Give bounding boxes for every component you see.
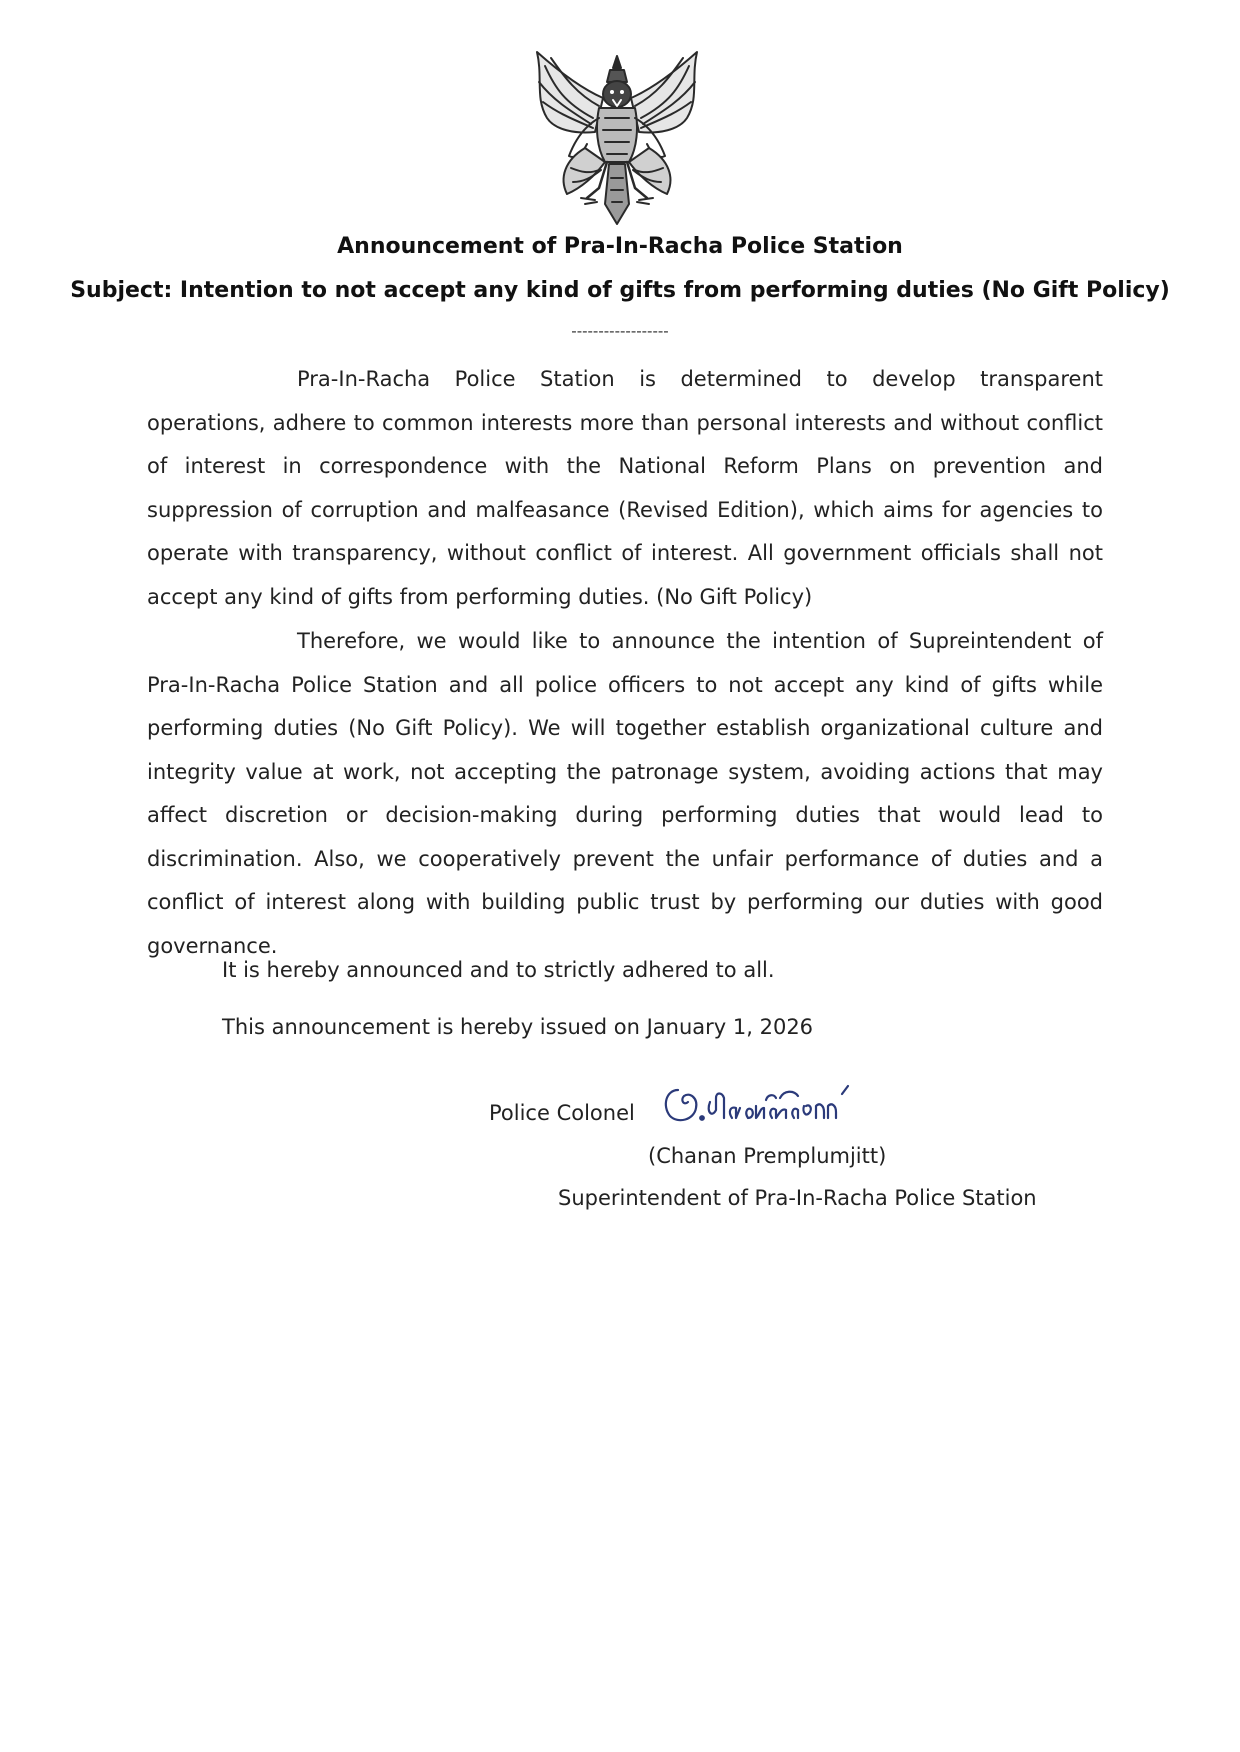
body-paragraph-2 [147,620,1103,968]
handwritten-signature [656,1072,861,1130]
announcement-title: Announcement of Pra-In-Racha Police Station [337,234,903,259]
body-paragraph-1-text: Pra-In-Racha Police Station is determined to develop transparent operations, adhere to common interests more than personal interests and without conflict of interest in correspondence with the National Reform Plans on prevention and suppression of corruption and malfeasance (Revised Edition), which aims for agencies to operate with transparency, without conflict of interest. All government officials shall not accept any kind of gifts from performing duties. (No Gift Policy) [147,367,1103,609]
signatory-rank: Police Colonel [489,1101,635,1125]
title-separator: ------------------ [571,322,669,340]
garuda-emblem-icon [525,48,710,230]
body-paragraph-1 [147,358,1103,619]
issue-date-statement: This announcement is hereby issued on January 1, 2026 [222,1015,814,1039]
body-paragraph-2-text: Therefore, we would like to announce the intention of Supreintendent of Pra-In-Racha Police Station and all police officers to not accept any kind of gifts while performing duties (No Gift Policy). We will together establish organizational culture and integrity value at work, not accepting the patronage system, avoiding actions that may affect discretion or decision-making during performing duties that would lead to discrimination. Also, we cooperatively prevent the unfair performance of duties and a conflict of interest along with building public trust by performing our duties with good governance. [147,629,1103,958]
signatory-position: Superintendent of Pra-In-Racha Police Station [558,1186,1037,1210]
announcement-subject: Subject: Intention to not accept any kind of gifts from performing duties (No Gift Policy) [70,278,1170,303]
signatory-name: (Chanan Premplumjitt) [648,1144,887,1168]
closing-statement: It is hereby announced and to strictly adhered to all. [222,958,775,982]
